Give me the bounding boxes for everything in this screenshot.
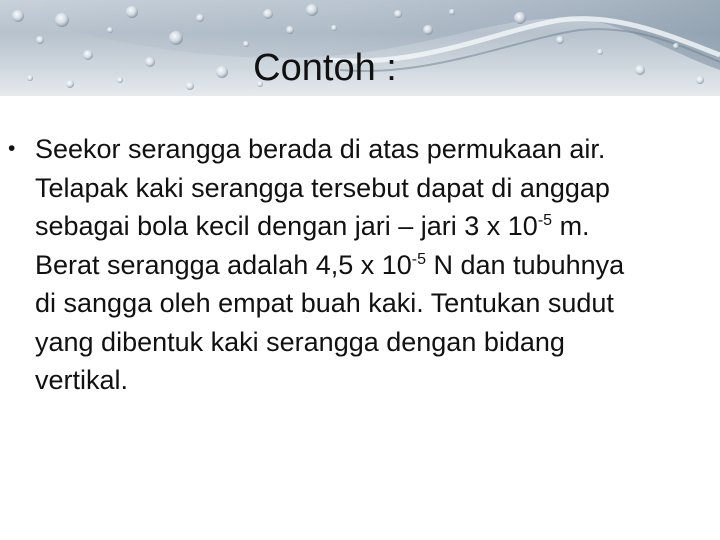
slide-body (0, 130, 720, 400)
slide-title: Contoh : (253, 47, 397, 89)
bullet-item (0, 130, 645, 400)
bullet-marker: • (8, 137, 16, 160)
bullet-text-part-1: Seekor serangga berada di atas permukaan air. Telapak kaki serangga tersebut dapat di anggap sebagai bola kecil dengan jari – jari 3 x 10 (35, 134, 610, 241)
exponent-2: -5 (411, 250, 427, 268)
bullet-text-part-2: m. Berat serangga adalah 4,5 x 10 (35, 211, 590, 280)
bullet-text-part-3: N dan tubuhnya di sangga oleh empat buah kaki. Tentukan sudut yang dibentuk kaki serangga dengan bidang vertikal. (35, 249, 625, 395)
exponent-1: -5 (537, 212, 553, 229)
